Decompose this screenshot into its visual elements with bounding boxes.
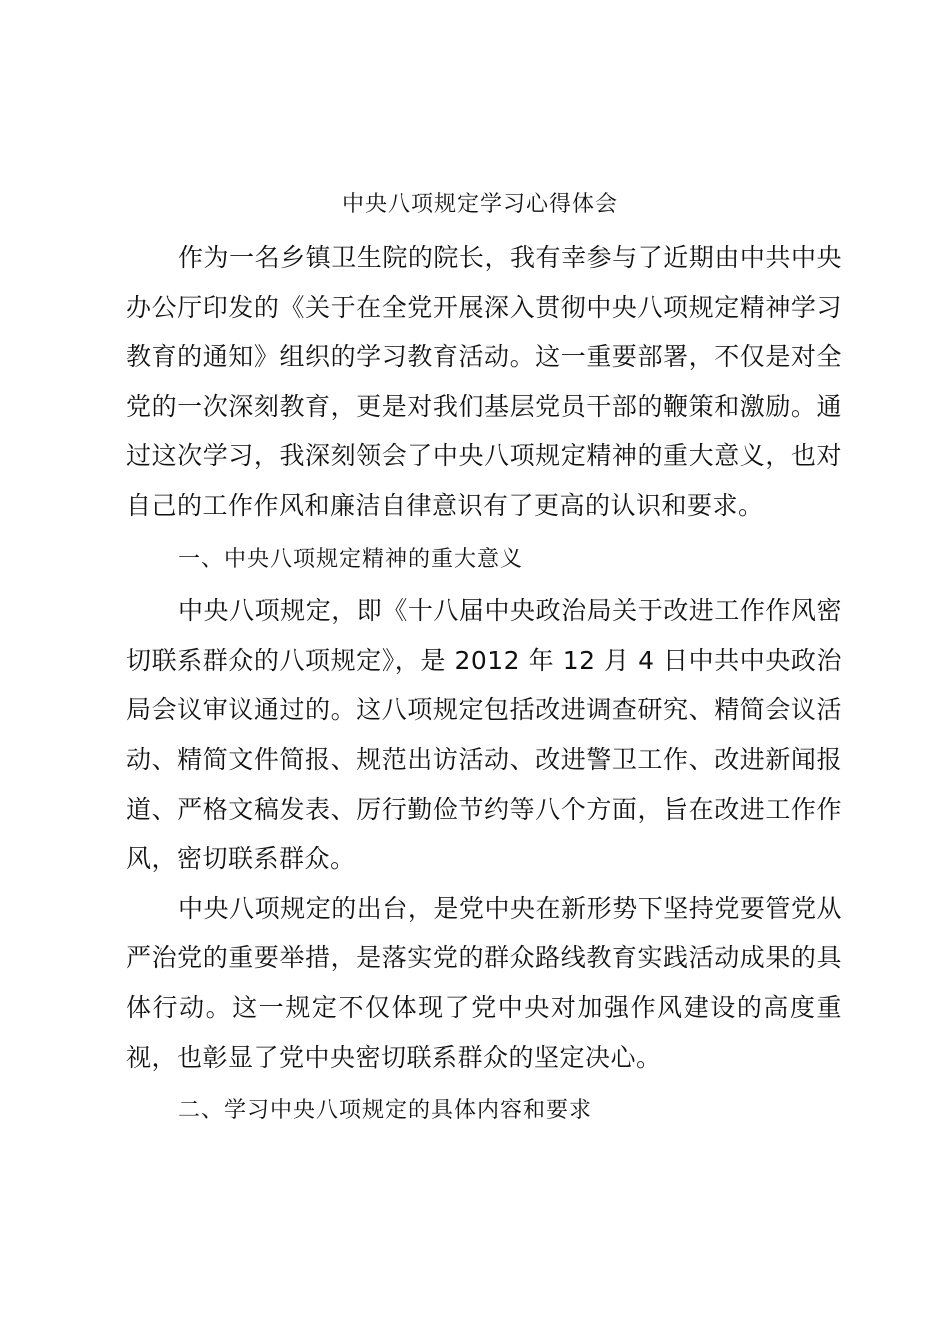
paragraph-definition: 中央八项规定，即《十八届中央政治局关于改进工作作风密切联系群众的八项规定》，是 2012 年 12 月 4 日中共中央政治局会议审议通过的。这八项规定包括改进调查研究、精简会议活动、精简文件简报、规范出访活动、改进警卫工作、改进新闻报道、严格文稿发表、厉行勤俭节约等八个方面，旨在改进工作作风，密切联系群众。 (126, 596, 842, 874)
paragraph-significance: 中央八项规定的出台，是党中央在新形势下坚持党要管党从严治党的重要举措，是落实党的群众路线教育实践活动成果的具体行动。这一规定不仅体现了党中央对加强作风建设的高度重视，也彰显了党中央密切联系群众的坚定决心。 (126, 893, 842, 1072)
section-heading-2: 二、学习中央八项规定的具体内容和要求 (178, 1098, 593, 1124)
document-body (126, 233, 842, 1138)
document-title: 中央八项规定学习心得体会 (341, 192, 618, 217)
paragraph-intro: 作为一名乡镇卫生院的院长，我有幸参与了近期由中共中央办公厅印发的《关于在全党开展深入贯彻中央八项规定精神学习教育的通知》组织的学习教育活动。这一重要部署，不仅是对全党的一次深刻教育，更是对我们基层党员干部的鞭策和激励。通过这次学习，我深刻领会了中央八项规定精神的重大意义，也对自己的工作作风和廉洁自律意识有了更高的认识和要求。 (126, 243, 842, 520)
section-heading-1: 一、中央八项规定精神的重大意义 (178, 546, 524, 572)
